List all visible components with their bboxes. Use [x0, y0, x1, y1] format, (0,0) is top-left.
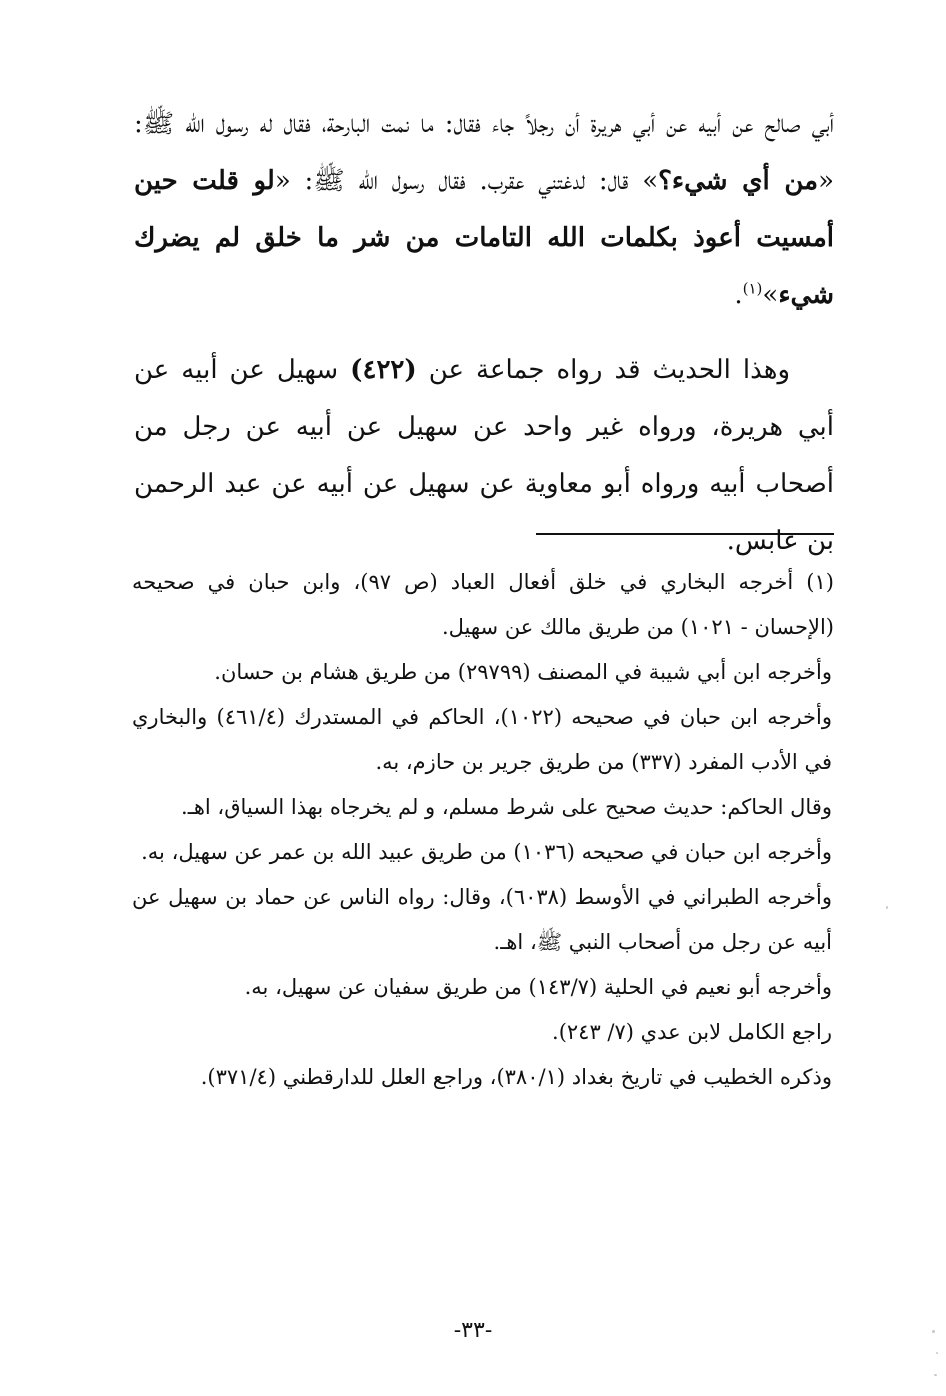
footnotes [132, 560, 834, 1100]
footnote-entry: وذكره الخطيب في تاريخ بغداد (٣٨٠/١)، وراجع العلل للدارقطني (٣٧١/٤). [200, 1065, 832, 1089]
footnote-entry: وأخرجه ابن أبي شيبة في المصنف (٢٩٧٩٩) من طريق هشام بن حسان. [214, 660, 832, 684]
footnote-entry: وأخرجه ابن حبان في صحيحه (١٠٣٦) من طريق عبيد الله بن عمر عن سهيل، به. [141, 840, 832, 864]
footnote-entry: راجع الكامل لابن عدي (٧/ ٢٤٣). [552, 1020, 832, 1044]
footnote-entry: وقال الحاكم: حديث صحيح على شرط مسلم، و لم يخرجاه بهذا السياق، اهـ. [181, 795, 832, 819]
bold-number: (٤٢٢) [350, 355, 417, 385]
paragraph-hadith [134, 96, 834, 324]
footnote-entry: وأخرجه ابن حبان في صحيحه (١٠٢٢)، الحاكم في المستدرك (٤٦١/٤) والبخاري في الأدب المفرد (٣٣٧) من طريق جرير بن حازم، به. [132, 705, 832, 774]
page-number: -٣٣- [453, 1318, 493, 1343]
main-text [134, 96, 834, 570]
bold-quote: من أي شيء؟ [658, 166, 819, 196]
footnote-reference[interactable]: (١) [742, 279, 763, 298]
footnote-entry: وأخرجه الطبراني في الأوسط (٦٠٣٨)، وقال: رواه الناس عن حماد بن سهيل عن أبيه عن رجل من أصحاب النبي ﷺ، اهـ. [132, 885, 832, 954]
footnote-entry: وأخرجه أبو نعيم في الحلية (١٤٣/٧) من طريق سفيان عن سهيل، به. [244, 975, 832, 999]
text-run: » قال: لدغتني عقرب. فقال رسول الله ﷺ: « [274, 166, 659, 196]
text-run: أبي صالح عن أبيه عن أبي هريرة أن رجلاً جاء فقال: ما نمت البارحة، فقال له رسول الله ﷺ: « [134, 109, 834, 196]
footnote-separator [536, 533, 834, 535]
text-run: سهيل عن أبيه عن أبي هريرة، ورواه غير واحد عن سهيل عن أبيه عن رجل من أصحاب أبيه ورواه أبو معاوية عن سهيل عن أبيه عن عبد الرحمن بن عابس. [134, 355, 834, 556]
text-run: . [734, 280, 743, 310]
text-run: وهذا الحديث قد رواه جماعة عن [416, 355, 790, 385]
paragraph-commentary [134, 342, 834, 570]
text-run: » [762, 280, 779, 310]
footnote-entry: (١) أخرجه البخاري في خلق أفعال العباد (ص ٩٧)، وابن حبان في صحيحه (الإحسان - ١٠٢١) من طريق مالك عن سهيل. [132, 570, 834, 639]
scan-speck [934, 1374, 937, 1376]
scan-speck [936, 1352, 938, 1354]
scan-speck [932, 1330, 935, 1333]
bold-quote: لو قلت حين أمسيت أعوذ بكلمات الله التامات من شر ما خلق لم يضرك شيء [134, 166, 834, 310]
scan-speck [886, 906, 888, 909]
